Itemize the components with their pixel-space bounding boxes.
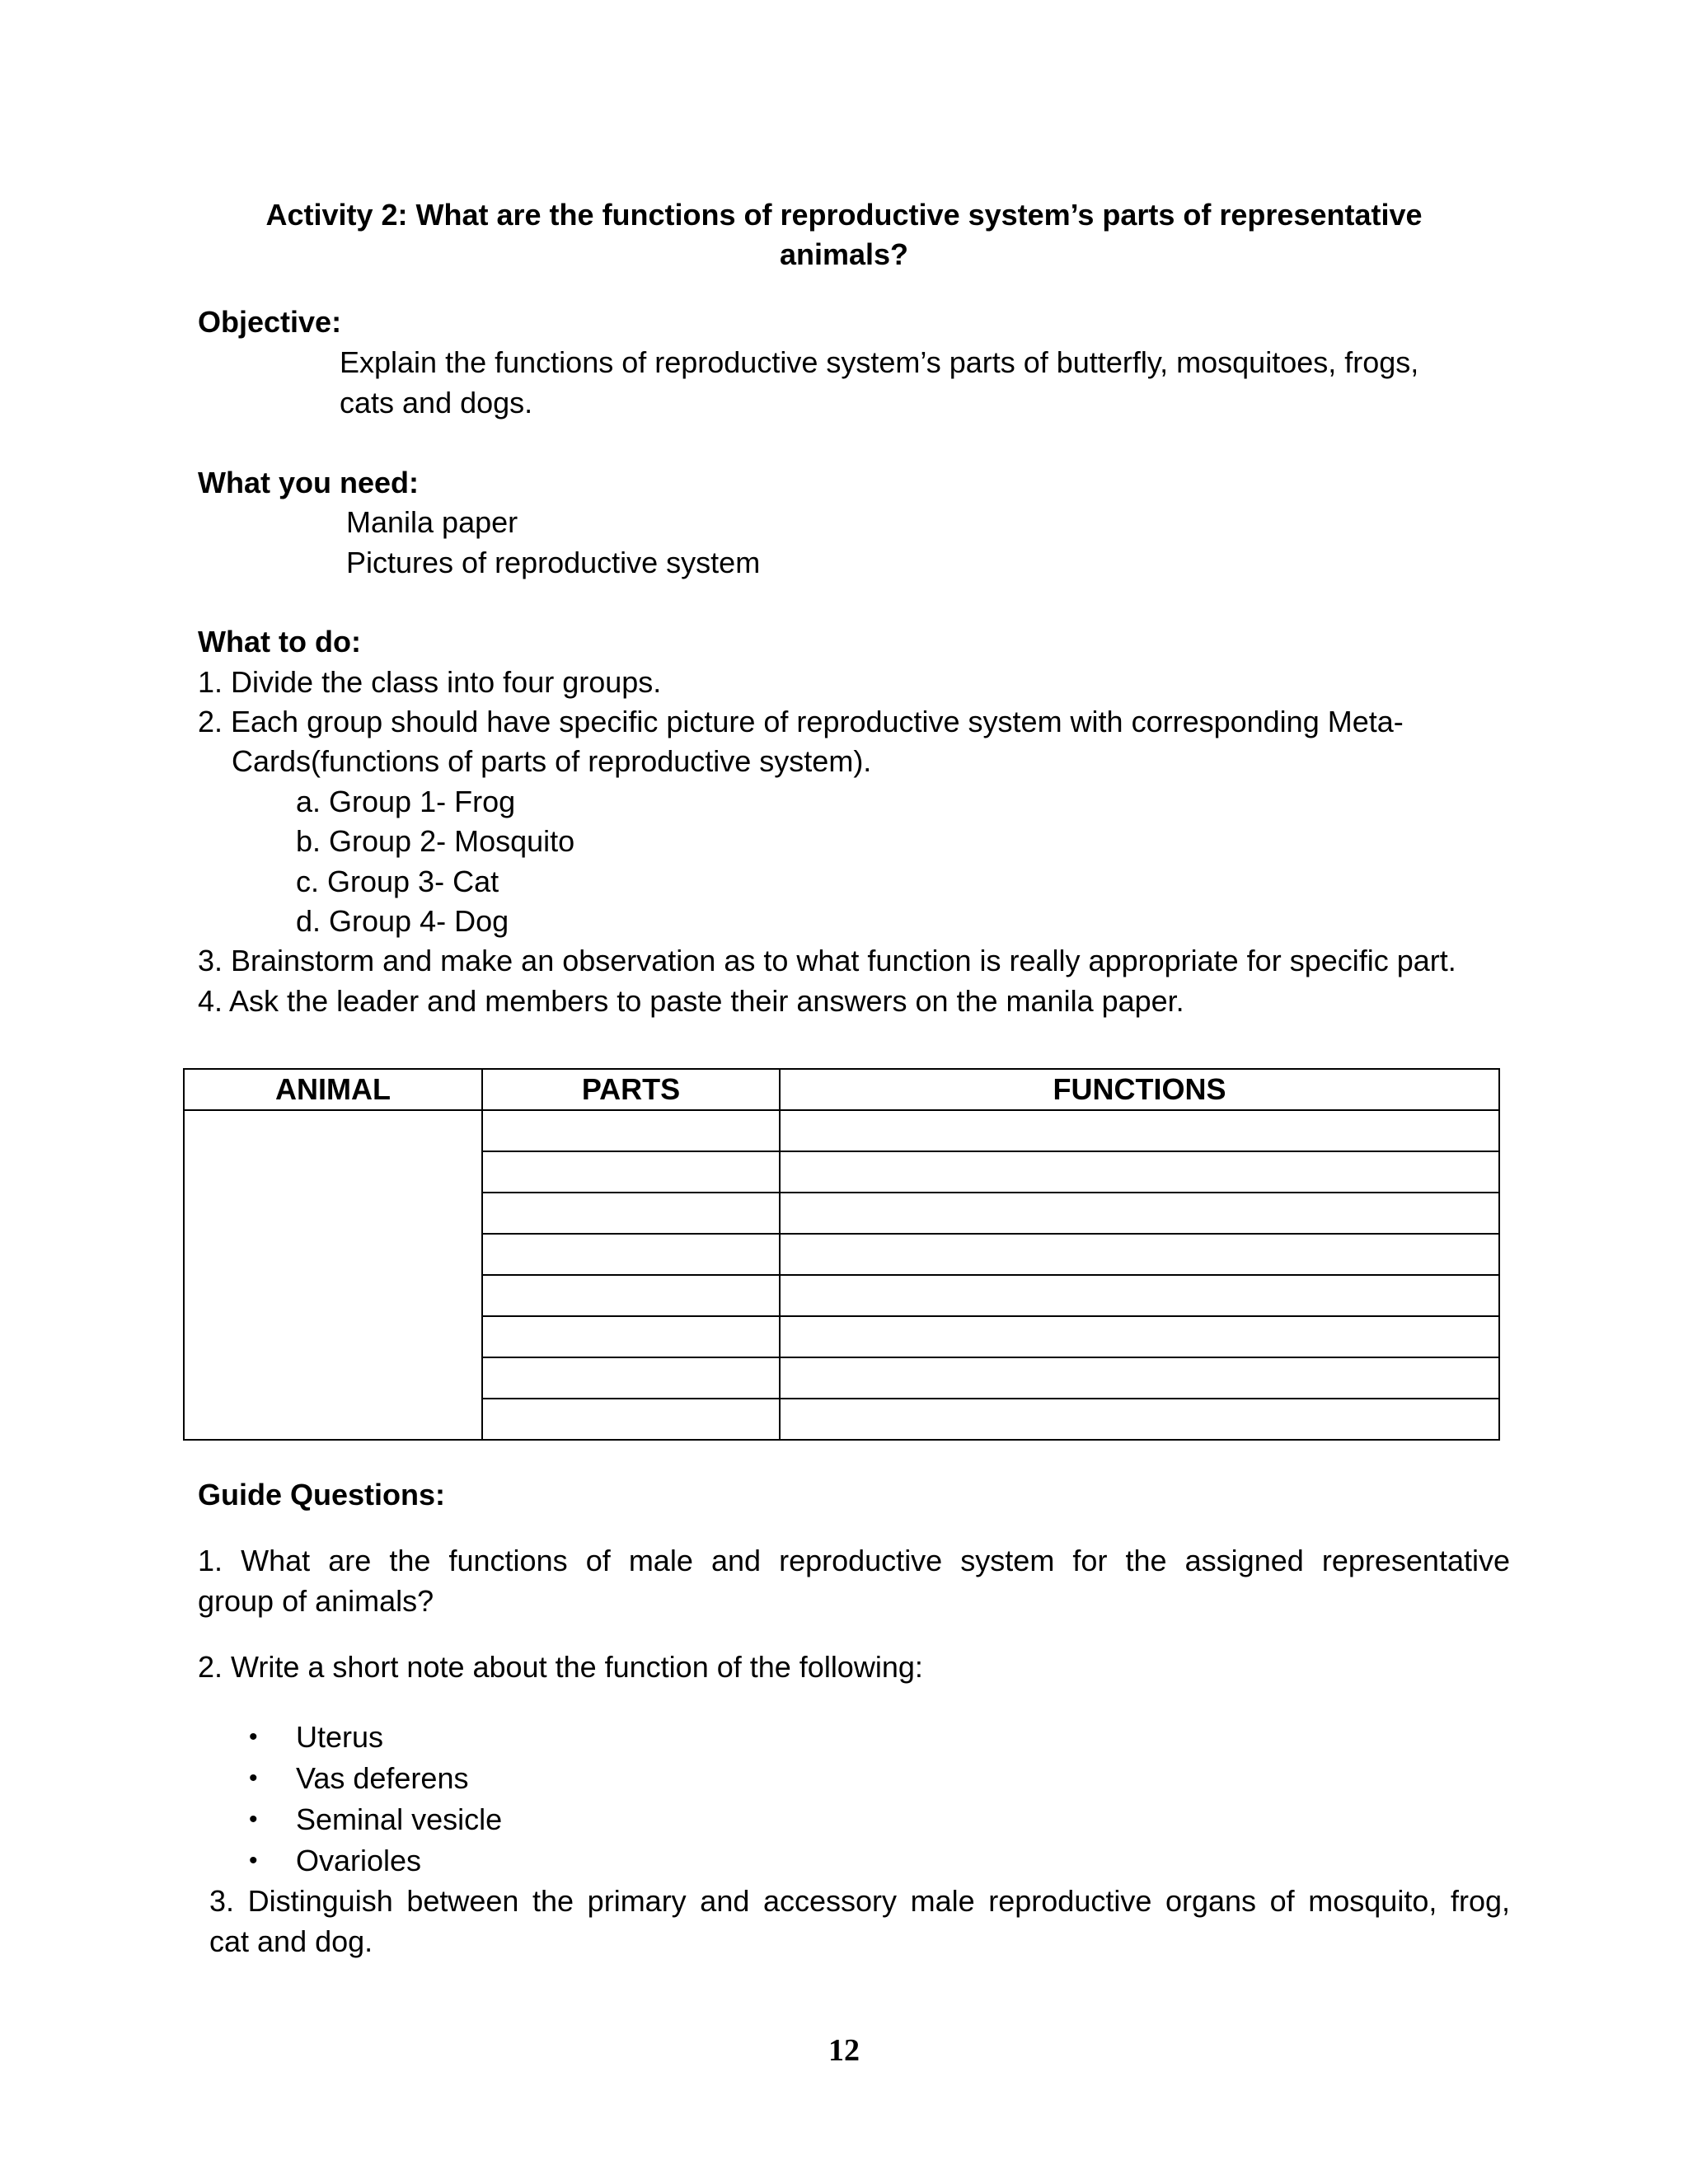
step-1: 1. Divide the class into four groups. [198,665,662,699]
parts-cell[interactable] [482,1193,780,1234]
group-item: b. Group 2- Mosquito [296,824,575,858]
group-item: d. Group 4- Dog [296,904,509,938]
parts-cell[interactable] [482,1357,780,1399]
functions-cell[interactable] [780,1357,1499,1399]
guide-questions-heading: Guide Questions: [198,1478,446,1511]
objective-text-line2: cats and dogs. [340,386,533,419]
bullet-icon: • [249,1723,258,1750]
bullet-item: Seminal vesicle [296,1802,503,1836]
page-number: 12 [828,2033,860,2068]
activity-title-line2: animals? [779,237,909,271]
functions-cell[interactable] [780,1316,1499,1357]
functions-cell[interactable] [780,1110,1499,1151]
functions-cell[interactable] [780,1151,1499,1193]
column-header-animal: ANIMAL [184,1069,482,1110]
step-2-line1: 2. Each group should have specific picture of reproductive system with corresponding Meta- [198,705,1404,738]
bullet-item: Uterus [296,1720,384,1754]
question-1-line1: 1. What are the functions of male and reproductive system for the assigned representative [198,1544,1510,1577]
what-to-do-heading: What to do: [198,625,361,658]
column-header-parts: PARTS [482,1069,780,1110]
parts-cell[interactable] [482,1399,780,1440]
step-2-line2: Cards(functions of parts of reproductive system). [232,744,872,778]
material-item: Pictures of reproductive system [346,546,761,579]
parts-cell[interactable] [482,1275,780,1316]
question-2: 2. Write a short note about the function of the following: [198,1650,923,1684]
parts-cell[interactable] [482,1110,780,1151]
group-item: a. Group 1- Frog [296,785,516,818]
bullet-icon: • [249,1765,258,1792]
parts-cell[interactable] [482,1151,780,1193]
table-row [184,1110,1499,1151]
step-4: 4. Ask the leader and members to paste their answers on the manila paper. [198,984,1184,1018]
bullet-item: Ovarioles [296,1844,422,1877]
objective-heading: Objective: [198,305,342,339]
parts-cell[interactable] [482,1234,780,1275]
functions-cell[interactable] [780,1399,1499,1440]
animal-cell[interactable] [184,1110,482,1440]
activity-title-line1: Activity 2: What are the functions of reproductive system’s parts of representative [265,198,1423,232]
objective-text-line1: Explain the functions of reproductive system’s parts of butterfly, mosquitoes, frogs, [340,345,1419,379]
parts-cell[interactable] [482,1316,780,1357]
what-you-need-heading: What you need: [198,466,419,499]
table-header-row [184,1069,1499,1110]
group-item: c. Group 3- Cat [296,865,499,898]
bullet-icon: • [249,1806,258,1833]
material-item: Manila paper [346,505,518,539]
functions-cell[interactable] [780,1234,1499,1275]
step-3: 3. Brainstorm and make an observation as to what function is really appropriate for specific part. [198,944,1456,977]
bullet-icon: • [249,1847,258,1874]
observation-table [183,1068,1500,1441]
functions-cell[interactable] [780,1193,1499,1234]
question-3-line2: cat and dog. [209,1924,373,1958]
column-header-functions: FUNCTIONS [780,1069,1499,1110]
bullet-item: Vas deferens [296,1761,469,1795]
question-3-line1: 3. Distinguish between the primary and accessory male reproductive organs of mosquito, frog, [209,1884,1510,1918]
functions-cell[interactable] [780,1275,1499,1316]
question-1-line2: group of animals? [198,1584,434,1618]
